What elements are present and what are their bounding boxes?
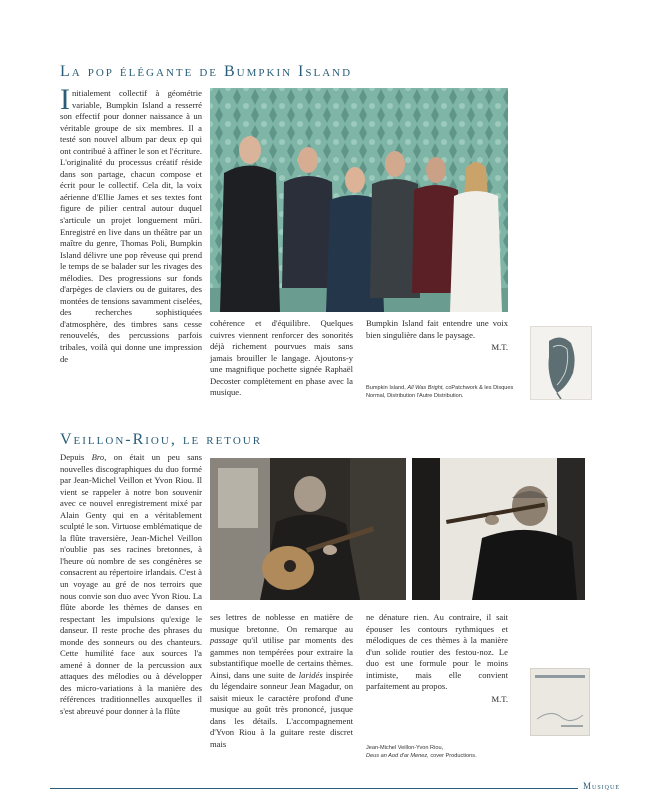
footer-section-label: Musique: [583, 781, 621, 791]
article2-col1-italic: Bro: [91, 452, 105, 462]
article1-column-1: [60, 83, 202, 365]
article1-caption-album: All Was Bright,: [407, 385, 444, 391]
article2-column-2: [210, 612, 353, 751]
article2-column-1: [60, 452, 202, 718]
article2-col2-italic-b: laridés: [298, 669, 323, 680]
bumpkin-album-cover: [530, 326, 592, 400]
band-photo: [210, 88, 508, 312]
article2-title: Veillon-Riou, le retour: [60, 431, 263, 448]
article1-caption-artist: Bumpkin Island,: [366, 385, 406, 391]
album-cover-illustration: [531, 669, 589, 735]
article1-col3-text: Bumpkin Island fait entendre une voix bien singulière dans le paysage.: [366, 318, 508, 340]
article2-caption-album: Deus an Aod d'ar Menez,: [366, 753, 429, 759]
article1-caption-label: coPatchwork & les Disques Normal, Distribution l'Autre Distribution.: [366, 385, 514, 399]
article2-col1-text-a: Depuis: [60, 452, 85, 462]
article2-signature: M.T.: [491, 693, 508, 704]
article1-caption: [366, 384, 526, 400]
article1-col2-text: cohérence et d'équilibre. Quelques cuivres viennent renforcer des sonorités déjà richement pourvues mais sans jamais brouiller le langage. Ajoutons-y une magnifique pochette signée Raphaël Decoster complètement en phase avec la musique.: [210, 318, 353, 398]
article1-title: La pop élégante de Bumpkin Island: [60, 63, 353, 80]
article2-col3-text: ne dénature rien. Au contraire, il sait épouser les contours rythmiques et mélodiques de ces thèmes à la manière d'un solide routier des festou-noz. Le duo est une formule pour le moins intimiste, mais elle convient parfaitement au propos.: [366, 612, 508, 692]
article2-caption-artist: Jean-Michel Veillon-Yvon Riou,: [366, 745, 444, 751]
article1-signature: M.T.: [491, 342, 508, 353]
footer-rule: [50, 788, 578, 789]
article1-dropcap: I: [60, 83, 70, 116]
article2-caption-label: cover Productions.: [430, 753, 477, 759]
article1-column-2: [210, 318, 353, 399]
article2-column-3: [366, 612, 508, 705]
guitarist-illustration: [210, 458, 406, 600]
flutist-photo: [412, 458, 585, 600]
article2-caption: [366, 744, 526, 760]
article2-col2-text-b: qu'il utilise par moments des gammes non tempérées pour extraire la substantifique moelle de certains thèmes. Ainsi, dans une suite de: [210, 635, 353, 680]
veillon-album-cover: [530, 668, 590, 736]
band-photo-illustration: [210, 88, 508, 312]
bird-illustration: [531, 327, 591, 399]
article1-column-3: [366, 318, 508, 354]
guitarist-photo: [210, 458, 406, 600]
article2-col2-text-c: inspirée du légendaire sonneur Jean Magadur, on saisit mieux le caractère profond d'une musique au goût très prononcé, jusque dans les détails. L'accompagnement d'Yvon Riou à la guitare reste discret mais: [210, 669, 353, 750]
article1-col1-text: nitialement collectif à géométrie variable, Bumpkin Island a resserré son effectif pour donner naissance à un véritable groupe de six membres. Il a testé son nouvel album par deux ep qui ont contribué à affiner le son et l'écriture. L'originalité du processus créatif réside dans son partage, chacun compose et écrit pour le collectif. Cela dit, la voix aérienne d'Ellie James et ses textes font figure de pilier central autour duquel s'articule un projet longuement mûri. Enregistré en live dans un théâtre par un maître du genre, Thomas Poli, Bumpkin Island délivre une pop rêveuse qui prend le temps de se balader sur les rivages des mélodies. Des progressions sur fonds d'arpèges de claviers ou de guitares, des montées de tensions savamment ciselées, des recherches sophistiquées d'atmosphère, des timbres sans cesse renouvelés, des percussions parfois tribales, voilà qui donne une impression de: [60, 88, 202, 364]
article2-col2-italic-a: passage: [210, 635, 238, 646]
flutist-illustration: [412, 458, 585, 600]
article2-col2-text-a: ses lettres de noblesse en matière de musique bretonne. On remarque au: [210, 612, 353, 634]
article2-col1-text-b: , on était un peu sans nouvelles discographiques du duo formé par Jean-Michel Veillon et Yvon Riou. Il vient se rappeler à notre bon souvenir avec ce nouvel enregistrement mixé par Alain Genty qui en a véritablement sculpté le son. Virtuose emblématique de la flûte traversière, Jean-Michel Veillon n'oublie pas ses racines bretonnes, à l'heure où nombre de ses congénères se consacrent au répertoire irlandais. C'est à un voyage au gré de nos terroirs que nous convie son duo avec Yvon Riou. La flûte aborde les thèmes de danses en respectant les impulsions qu'exige le danseur. Il reste proche des phrases du monde des sonneurs ou des chanteurs. Cette humilité face aux sources l'a amené à donner de la percussion aux attaques des mélodies ou à développer des micro-variations à la manière des références traditionnelles auxquelles il s'est abreuvé pour donner à la flûte: [60, 452, 203, 717]
